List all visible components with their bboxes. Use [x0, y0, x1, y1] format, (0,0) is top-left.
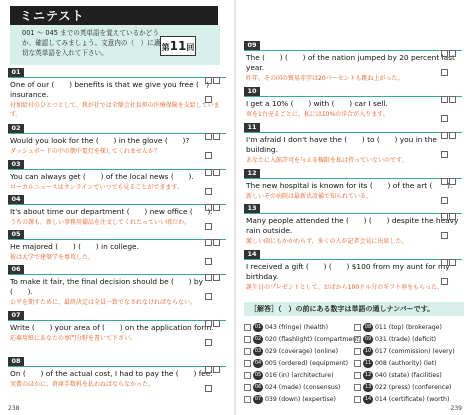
question-number: 10 [244, 87, 260, 96]
answer-row [244, 370, 354, 382]
answer-checkbox[interactable] [354, 372, 361, 379]
question-number: 08 [8, 357, 24, 366]
answer-checkbox[interactable] [354, 348, 361, 355]
answer-row [244, 334, 362, 346]
question-translation: 彼は大学で建築学を専攻した。 [10, 254, 95, 261]
check-boxes[interactable] [204, 125, 226, 132]
answer-number: 08 [364, 323, 372, 330]
answer-text: 040 (state) (facilities) [375, 372, 442, 379]
question-number: 04 [8, 195, 24, 204]
question-10 [236, 88, 470, 119]
question-translation: 新しいその病院は最新式設備で知られている。 [246, 193, 373, 200]
question-13 [236, 205, 470, 246]
answer-row [354, 322, 464, 334]
answer-number: 12 [364, 371, 372, 378]
answer-checkbox[interactable] [244, 324, 251, 331]
answer-number: 14 [364, 395, 372, 402]
question-number: 03 [8, 160, 24, 169]
question-number: 02 [8, 124, 24, 133]
question-number: 14 [244, 250, 260, 259]
answer-checkbox[interactable] [354, 336, 361, 343]
check-boxes[interactable] [204, 266, 226, 273]
answer-text: 043 (fringe) (health) [265, 324, 329, 331]
answer-checkbox[interactable] [244, 384, 251, 391]
round-badge [160, 36, 196, 56]
answer-number: 02 [254, 335, 262, 342]
check-boxes[interactable] [204, 312, 226, 319]
question-02 [0, 125, 234, 156]
question-translation: 誕生日のプレゼントとして、おばから100ドル分のギフト券をもらった。 [246, 284, 444, 291]
answer-text: 005 (ordered) (equipment) [265, 360, 348, 367]
answer-text: 029 (coverage) (online) [265, 348, 338, 355]
round-suffix: 回 [186, 43, 195, 52]
question-number: 07 [8, 311, 24, 320]
question-translation: 車を1台売るごとに、私には10%の歩合が入ります。 [246, 111, 389, 118]
answer-row [354, 334, 464, 346]
question-sentence: He majored ( ) ( ) in college. [10, 242, 139, 251]
question-sentence: Write ( ) your area of ( ) on the application form. [10, 323, 214, 332]
answers-header: ［解答］（ ）の前にある数字は単語の通しナンバーです。 [250, 305, 435, 313]
check-boxes[interactable] [204, 69, 226, 76]
right-page [236, 0, 470, 415]
question-translation: 昨年、その国の貿易赤字は20パーセントも跳ね上がった。 [246, 75, 404, 82]
answer-number: 03 [254, 347, 262, 354]
answer-number: 07 [254, 395, 262, 402]
answer-text: 039 (down) (expertise) [265, 396, 336, 403]
answer-row [354, 394, 464, 406]
answer-text: 008 (authority) (let) [375, 360, 437, 367]
answer-number: 06 [254, 383, 262, 390]
question-number: 09 [244, 41, 260, 50]
question-sentence: Would you look for the ( ) in the glove ( )? [10, 136, 190, 145]
answer-text: 024 (made) (consensus) [265, 384, 341, 391]
page-number-right: 239 [450, 405, 462, 412]
question-translation: うちの課も、新しい事務用備品を注文してくれたっていい頃だわ。 [10, 219, 190, 226]
answer-checkbox[interactable] [354, 360, 361, 367]
question-sentence: One of our ( ) benefits is that we give you free ( ) insurance. [10, 80, 210, 99]
answer-text: 011 (top) (brokerage) [375, 324, 442, 331]
check-boxes[interactable] [440, 170, 462, 177]
question-sentence: It's about time our department ( ) new office ( ). [10, 207, 213, 216]
answer-number: 13 [364, 383, 372, 390]
question-translation: 付加給付のひとつとして、我が社では全額会社負担の医療保険を支給しています。 [10, 102, 220, 118]
question-sentence: Many people attended the ( ) ( ) despite the heavy rain outside. [246, 216, 459, 235]
check-boxes[interactable] [204, 231, 226, 238]
round-prefix: 第 [161, 43, 170, 52]
page-title: ミニテスト [20, 9, 85, 23]
answer-number: 11 [364, 359, 372, 366]
question-sentence: The new hospital is known for its ( ) of the art ( ). [246, 181, 453, 190]
question-sentence: You can always get ( ) of the local news ( ). [10, 172, 194, 181]
answer-checkbox[interactable] [244, 336, 251, 343]
answer-text: 017 (commission) (every) [375, 348, 455, 355]
question-sentence: I received a gift ( ) ( ) $100 from my aunt for my birthday. [246, 262, 450, 281]
question-14 [236, 251, 470, 292]
question-translation: 激しい雨にもかかわらず、多くの人が記者会見に出席した。 [246, 238, 408, 245]
answer-row [354, 346, 464, 358]
answer-text: 014 (certificate) (worth) [375, 396, 450, 403]
answer-row [354, 358, 464, 370]
question-sentence: To make it fair, the final decision should be ( ) by ( ). [10, 277, 203, 296]
round-number: 11 [169, 39, 187, 53]
check-boxes[interactable] [204, 358, 226, 365]
question-sentence: I get a 10% ( ) with ( ) car I sell. [246, 99, 388, 108]
answer-row [244, 394, 354, 406]
check-boxes[interactable] [440, 88, 462, 95]
question-number: 05 [8, 230, 24, 239]
answer-text: 016 (in) (architecture) [265, 372, 334, 379]
left-page [0, 0, 234, 415]
question-sentence: I'm afraid I don't have the ( ) to ( ) you in the building. [246, 135, 437, 154]
answer-row [354, 370, 464, 382]
answer-row [244, 322, 354, 334]
answer-row [244, 346, 354, 358]
answer-number: 09 [364, 335, 372, 342]
answer-checkbox[interactable] [354, 384, 361, 391]
question-06 [0, 266, 234, 307]
check-boxes[interactable] [204, 196, 226, 203]
question-number: 13 [244, 204, 260, 213]
question-09 [236, 42, 470, 83]
question-03 [0, 161, 234, 192]
answer-number: 01 [254, 323, 262, 330]
question-number: 11 [244, 123, 260, 132]
check-boxes[interactable] [440, 42, 462, 49]
page-number-left: 238 [8, 405, 20, 412]
check-boxes[interactable] [440, 205, 462, 212]
intro-text: 001 〜 045 までの英単語を覚えているかどうか、確認してみましょう。文意内の（ ）に適切な英単語を入れて下さい。 [22, 29, 161, 57]
answer-checkbox[interactable] [244, 372, 251, 379]
answer-number: 10 [364, 347, 372, 354]
question-08 [0, 358, 234, 389]
answers-right-column [354, 322, 464, 406]
question-number: 01 [8, 68, 24, 77]
answer-text: 031 (trade) (deficit) [375, 336, 437, 343]
answer-row [244, 382, 354, 394]
check-boxes[interactable] [440, 251, 462, 258]
question-translation: 実費のほかに、倉庫手数料を払わねばならなかった。 [10, 381, 155, 388]
answers-left-column [244, 322, 362, 406]
question-sentence: The ( ) ( ) of the nation jumped by 20 percent last year. [246, 53, 455, 72]
question-number: 06 [8, 265, 24, 274]
question-11 [236, 124, 470, 165]
answer-checkbox[interactable] [244, 348, 251, 355]
check-boxes[interactable] [204, 161, 226, 168]
question-05 [0, 231, 234, 262]
check-boxes[interactable] [440, 124, 462, 131]
answer-checkbox[interactable] [354, 396, 361, 403]
answer-text: 022 (press) (conference) [375, 384, 452, 391]
question-04 [0, 196, 234, 227]
answer-text: 020 (flashlight) (compartment) [265, 336, 362, 343]
question-translation: あなたに入館許可を与える権限を私は持っていないのです。 [246, 157, 408, 164]
answer-row [244, 358, 354, 370]
answer-number: 04 [254, 359, 262, 366]
answer-number: 05 [254, 371, 262, 378]
answer-checkbox[interactable] [244, 360, 251, 367]
question-sentence: On ( ) of the actual cost, I had to pay the ( ) fee. [10, 369, 213, 378]
question-01 [0, 69, 234, 119]
answer-checkbox[interactable] [244, 396, 251, 403]
question-07 [0, 312, 234, 343]
answer-row [354, 382, 464, 394]
question-translation: 応募用紙にあなたの専門分野を書いて下さい。 [10, 335, 137, 342]
question-12 [236, 170, 470, 201]
question-translation: ダッシュボードの中の懐中電灯を探してくれませんか？ [10, 148, 160, 155]
question-translation: 公平を期すために、最終決定は全員一致でなされなければならない。 [10, 299, 197, 306]
question-translation: ローカルニュースはオンラインでいつでも見ることができます。 [10, 184, 183, 191]
question-number: 12 [244, 169, 260, 178]
answer-checkbox[interactable] [354, 324, 361, 331]
